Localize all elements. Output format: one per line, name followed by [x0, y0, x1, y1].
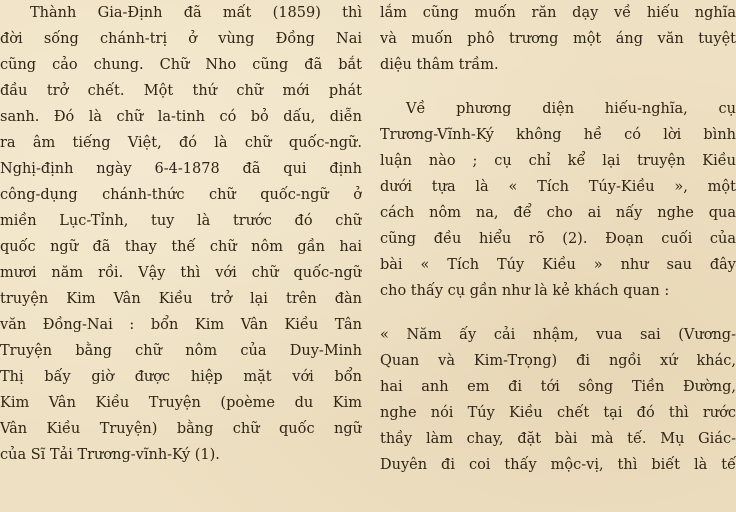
text-line: Về phương diện hiếu-nghĩa, cụ [406, 101, 736, 117]
text-line: Vân Kiều Truyện) bằng chữ quốc ngữ [0, 421, 362, 437]
text-line: của Sĩ Tải Trương-vĩnh-Ký (1). [0, 447, 220, 463]
text-line: Trương-Vĩnh-Ký không hề có lời bình [380, 127, 736, 143]
text-line: cũng đều hiểu rõ (2). Đoạn cuối của [380, 231, 736, 247]
text-line: diệu thâm trầm. [380, 57, 499, 73]
text-line: Nghị-định ngày 6-4-1878 đã qui định [0, 161, 362, 177]
text-line: và muốn phô trương một áng văn tuyệt [380, 31, 736, 47]
text-line: bài « Tích Túy Kiều » như sau đây [380, 257, 736, 273]
text-line: mươi năm rồi. Vậy thì với chữ quốc-ngữ [0, 265, 362, 281]
text-line: đời sống chánh-trị ở vùng Đồng Nai [0, 31, 362, 47]
text-line: nghe nói Túy Kiều chết tại đó thì rước [380, 405, 736, 421]
text-line: truyện Kim Vân Kiều trở lại trên đàn [0, 291, 362, 307]
text-line: ra âm tiếng Việt, đó là chữ quốc-ngữ. [0, 135, 362, 151]
right-column [380, 0, 736, 478]
text-line: quốc ngữ đã thay thế chữ nôm gần hai [0, 239, 362, 255]
text-line: văn Đồng-Nai : bổn Kim Vân Kiều Tân [0, 317, 362, 333]
text-line: Thị bấy giờ được hiệp mặt với bổn [0, 369, 362, 385]
text-line: cho thấy cụ gần như là kẻ khách quan : [380, 283, 670, 299]
text-line: công-dụng chánh-thức chữ quốc-ngữ ở [0, 187, 362, 203]
text-line: Quan và Kim-Trọng) đi ngồi xứ khác, [380, 353, 736, 369]
text-line: cách nôm na, để cho ai nấy nghe qua [380, 205, 736, 221]
left-column [0, 0, 362, 468]
text-line: hai anh em đi tới sông Tiền Đường, [380, 379, 736, 395]
text-line: Truyện bằng chữ nôm của Duy-Minh [0, 343, 362, 359]
text-line: lắm cũng muốn răn dạy về hiếu nghĩa [380, 5, 736, 21]
text-line: Duyên đi coi thấy mộc-vị, thì biết là tế [380, 457, 736, 473]
text-line: đầu trở chết. Một thứ chữ mới phát [0, 83, 362, 99]
quoted-passage [380, 322, 736, 478]
text-line: Thành Gia-Định đã mất (1859) thì [30, 5, 362, 21]
text-line: thầy làm chay, đặt bài mà tế. Mụ Giác- [380, 431, 736, 447]
paragraph-gap [380, 78, 736, 96]
text-line: miền Lục-Tỉnh, tuy là trước đó chữ [0, 213, 362, 229]
paragraph-hieu-nghia [380, 96, 736, 304]
text-line: Kim Vân Kiều Truyện (poème du Kim [0, 395, 362, 411]
text-line: cũng cảo chung. Chữ Nho cũng đã bắt [0, 57, 362, 73]
text-line: dưới tựa là « Tích Túy-Kiều », một [380, 179, 736, 195]
paragraph-gap [380, 304, 736, 322]
text-line: luận nào ; cụ chỉ kể lại truyện Kiều [380, 153, 736, 169]
text-line: sanh. Đó là chữ la-tinh có bỏ dấu, diễn [0, 109, 362, 125]
paragraph-continued [380, 0, 736, 78]
text-line: « Năm ấy cải nhậm, vua sai (Vương- [380, 327, 736, 343]
